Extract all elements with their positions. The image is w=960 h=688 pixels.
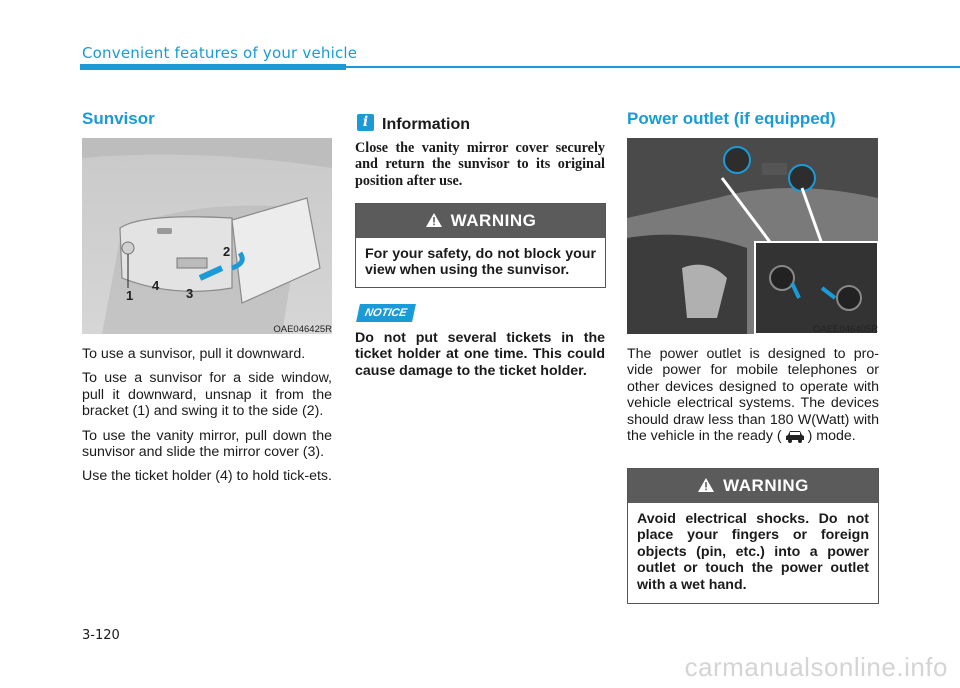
sunvisor-illustration [82, 138, 332, 334]
information-text: Close the vanity mirror cover securely and return the sunvisor to its original position after use. [355, 140, 605, 189]
watermark: carmanualsonline.info [684, 652, 948, 682]
warning-header [628, 469, 878, 503]
warning-text: For your safety, do not block your view when using the sunvisor. [365, 246, 596, 279]
sunvisor-paragraph: Use the ticket holder (4) to hold tick-ets. [82, 468, 332, 485]
header-rule [346, 66, 960, 68]
chapter-title: Convenient features of your vehicle [82, 44, 358, 62]
page-number: 3-120 [82, 628, 120, 643]
information-heading: Information [382, 116, 470, 133]
sunvisor-paragraph: To use the vanity mirror, pull down the sunvisor and slide the mirror cover (3). [82, 427, 332, 461]
callout-1: 1 [126, 288, 134, 303]
warning-triangle-icon [425, 206, 443, 240]
power-outlet-heading: Power outlet (if equipped) [627, 109, 836, 128]
power-outlet-body [627, 346, 879, 447]
power-outlet-photo [627, 138, 878, 334]
notice-text: Do not put several tickets in the ticket holder at one time. This could cause damage to the ticket holder. [355, 330, 605, 379]
power-outlet-figure-caption: OAEE046405R [813, 324, 878, 335]
header-accent-bar [80, 64, 346, 70]
sunvisor-figure-caption: OAE046425R [273, 324, 332, 335]
power-outlet-text: The power outlet is designed to pro-vide power for mobile telephones or other devices designed to operate with vehicle electrical systems. The devices should draw less than 180 W(Watt) with the vehicle in the ready ( [627, 346, 879, 445]
sunvisor-body [82, 346, 332, 493]
callout-3: 3 [186, 286, 194, 301]
warning-text: Avoid electrical shocks. Do not place your fingers or foreign objects (pin, etc.) into a power outlet or touch the power outlet with a wet hand. [637, 511, 869, 593]
warning-header [356, 204, 605, 238]
sunvisor-paragraph: To use a sunvisor for a side window, pull it downward, unsnap it from the bracket (1) and swing it to the side (2). [82, 370, 332, 420]
warning-label: WARNING [723, 476, 809, 495]
power-outlet-figure [627, 138, 878, 334]
notice-badge: NOTICE [356, 304, 415, 322]
car-ready-icon [785, 429, 805, 447]
power-outlet-text-end: ) mode. [807, 428, 856, 445]
sunvisor-figure [82, 138, 332, 334]
sunvisor-warning-box [355, 203, 606, 288]
information-icon: i [357, 114, 374, 131]
sunvisor-heading: Sunvisor [82, 109, 155, 128]
warning-triangle-icon [697, 471, 715, 505]
power-outlet-warning-box [627, 468, 879, 604]
callout-4: 4 [152, 278, 160, 293]
sunvisor-paragraph: To use a sunvisor, pull it downward. [82, 346, 306, 362]
warning-label: WARNING [450, 211, 537, 230]
callout-2: 2 [223, 244, 231, 259]
